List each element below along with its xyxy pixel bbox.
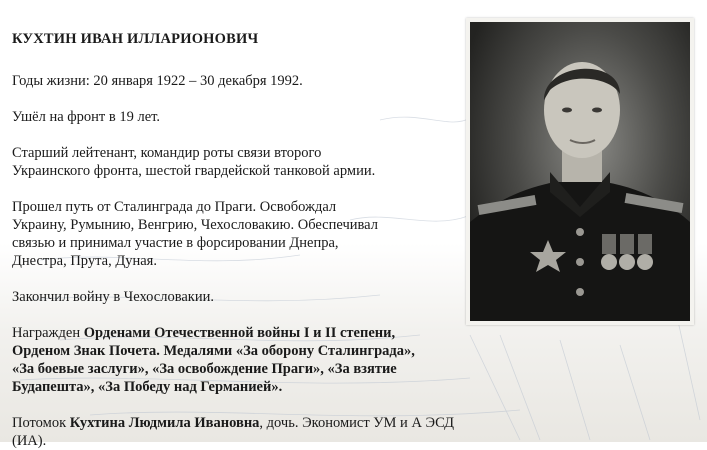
person-name: КУХТИН ИВАН ИЛЛАРИОНОВИЧ	[12, 31, 259, 47]
rank-line-1: Старший лейтенант, командир роты связи второго	[12, 145, 322, 161]
awards-text-2: Орденом Знак Почета. Медалями «За оборону Сталинграда»,	[12, 343, 415, 359]
path-line-2: Украину, Румынию, Венгрию, Чехословакию. Обеспечивал	[12, 217, 378, 233]
descendant-line	[12, 414, 462, 450]
path-line-4: Днестра, Прута, Дуная.	[12, 253, 157, 269]
awards-line-1	[12, 324, 462, 342]
path-line-3: связью и принимал участие в форсировании Днепра,	[12, 235, 339, 251]
path-line-1: Прошел путь от Сталинграда до Праги. Освобождал	[12, 199, 337, 215]
portrait-illustration	[470, 22, 690, 321]
awards-text-1: Орденами Отечественной войны I и II степени,	[83, 325, 396, 341]
portrait-frame	[466, 18, 694, 325]
awards-line-2	[12, 342, 462, 360]
awards-line-4	[12, 378, 462, 396]
rank-line-2: Украинского фронта, шестой гвардейской танковой армии.	[12, 163, 376, 179]
awards-prefix: Награжден	[12, 325, 84, 341]
descendant-suffix: , дочь. Экономист УМ и А ЭСД (ИА).	[12, 415, 454, 449]
end-of-war: Закончил войну в Чехословакии.	[12, 289, 214, 305]
biography-text	[12, 30, 462, 450]
front-age: Ушёл на фронт в 19 лет.	[12, 109, 161, 125]
awards-text-4: Будапешта», «За Победу над Германией».	[12, 379, 283, 395]
life-years: Годы жизни: 20 января 1922 – 30 декабря 1992.	[12, 73, 303, 89]
awards-text-3: «За боевые заслуги», «За освобождение Праги», «За взятие	[12, 361, 397, 377]
descendant-prefix: Потомок	[12, 415, 70, 431]
portrait-photo	[470, 22, 690, 321]
descendant-name: Кухтина Людмила Ивановна	[69, 415, 260, 431]
awards-line-3	[12, 360, 462, 378]
